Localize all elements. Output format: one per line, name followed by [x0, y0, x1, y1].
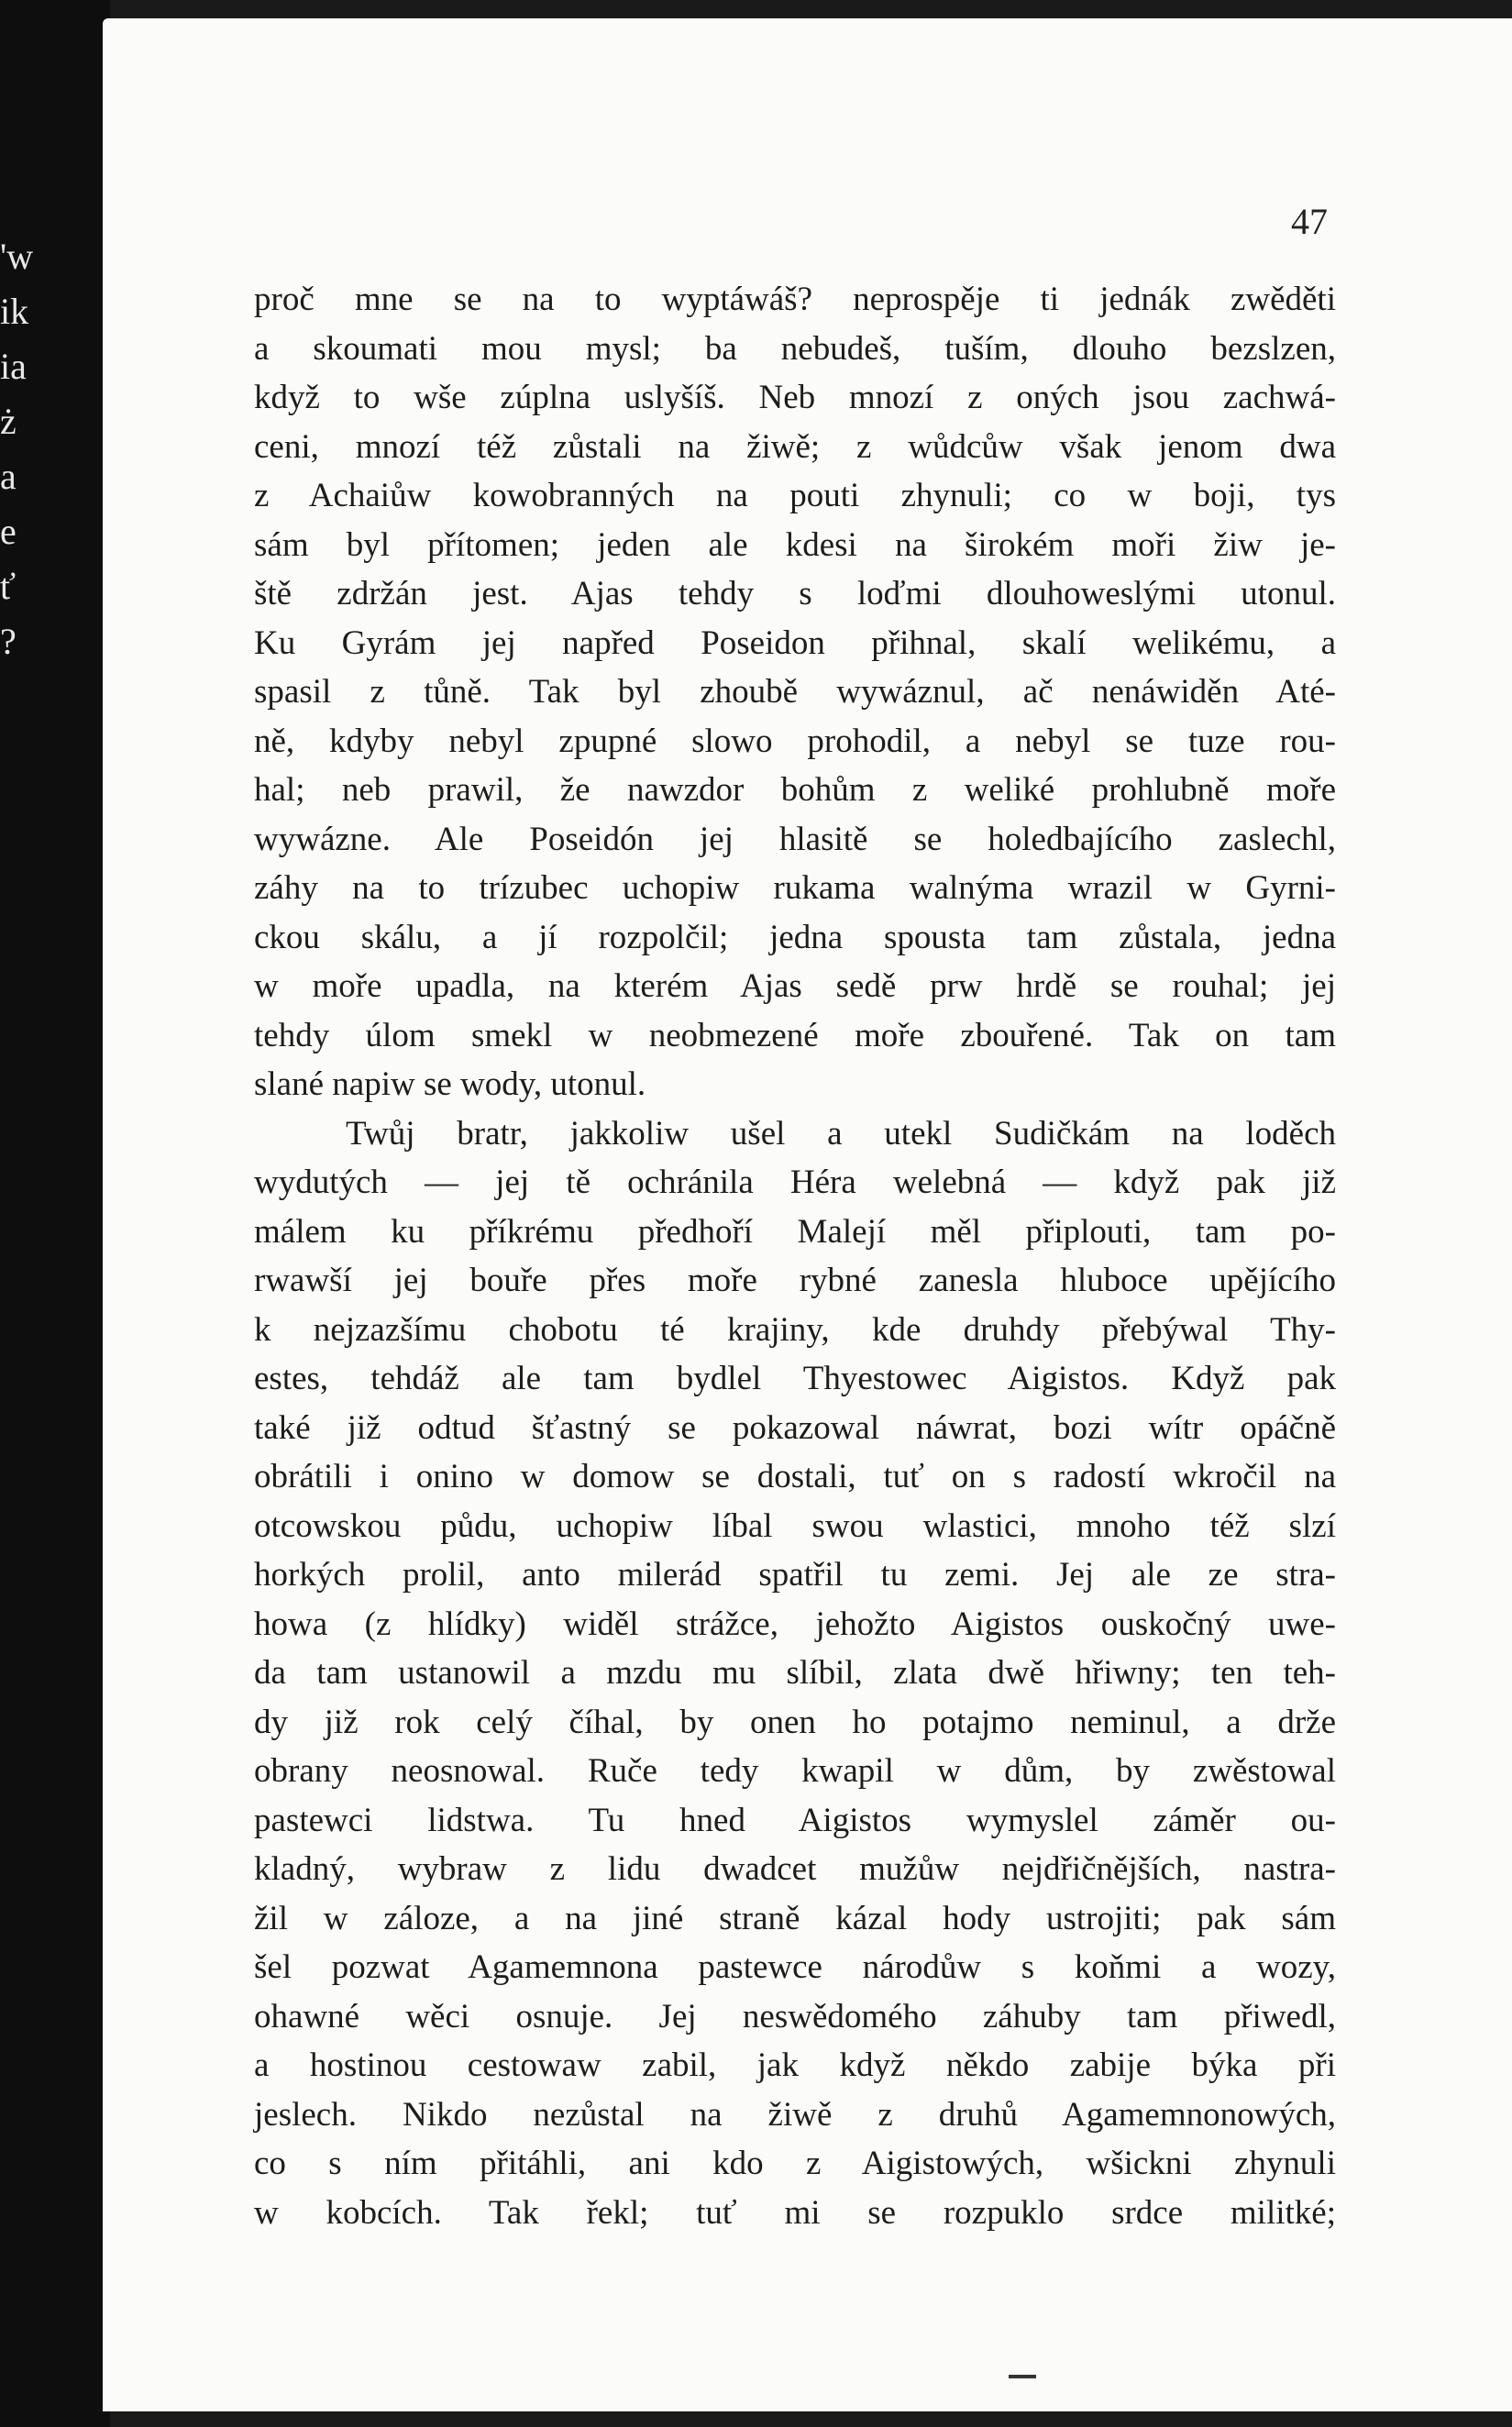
text-line: estes, tehdáž ale tam bydlel Thyestowec Aigistos. Když pak — [254, 1360, 1336, 1397]
text-line: sám byl přítomen; jeden ale kdesi na širokém moři žiw je- — [254, 525, 1336, 564]
text-line: ckou skálu, a jí rozpolčil; jedna spousta tam zůstala, jedna — [254, 918, 1336, 956]
text-line: Ku Gyrám jej napřed Poseidon přihnal, skalí welikému, a — [254, 623, 1336, 662]
text-line: obrátili i onino w domow se dostali, tuť on s radostí wkročil na — [254, 1458, 1336, 1495]
text-line: spasil z tůně. Tak byl zhoubě wywáznul, ač nenáwiděn Até- — [254, 673, 1336, 711]
text-line: da tam ustanowil a mzdu mu slíbil, zlata dwě hřiwny; ten teh- — [254, 1654, 1336, 1692]
prev-edge-fragment: e — [0, 511, 17, 552]
text-line: záhy na to trízubec uchopiw rukama walnýma wrazil w Gyrni- — [254, 869, 1336, 907]
text-line: howa (z hlídky) widěl strážce, jehožto Aigistos ouskočný uwe- — [254, 1605, 1336, 1643]
text-line: tehdy úlom smekl w neobmezené moře zbouřené. Tak on tam — [254, 1016, 1336, 1054]
text-line: slané napiw se wody, utonul. — [254, 1065, 646, 1103]
scan-speck — [1009, 2375, 1036, 2378]
body-text — [254, 275, 1336, 2237]
text-line: žil w záloze, a na jiné straně kázal hody ustrojiti; pak sám — [254, 1899, 1336, 1937]
prev-edge-fragment: 'w — [0, 236, 34, 277]
text-line: ště zdržán jest. Ajas tehdy s loďmi dlouhoweslými utonul. — [254, 575, 1336, 612]
text-line: rwawší jej bouře přes moře rybné zanesla hluboce upějícího — [254, 1262, 1336, 1299]
text-line: také již odtud šťastný se pokazowal náwrat, bozi wítr opáčně — [254, 1408, 1336, 1447]
text-line: a hostinou cestowaw zabil, jak když někdo zabije býka při — [254, 2046, 1336, 2084]
text-line: otcowskou půdu, uchopiw líbal swou wlastici, mnoho též slzí — [254, 1506, 1336, 1545]
text-line: ně, kdyby nebyl zpupné slowo prohodil, a nebyl se tuze rou- — [254, 722, 1336, 760]
text-line: ceni, mnozí též zůstali na žiwě; z wůdcůw však jenom dwa — [254, 427, 1336, 466]
text-line: co s ním přitáhli, ani kdo z Aigistowých, wšickni zhynuli — [254, 2145, 1336, 2182]
text-line: dy již rok celý číhal, by onen ho potajmo neminul, a drže — [254, 1703, 1336, 1741]
text-line: w moře upadla, na kterém Ajas sedě prw hrdě se rouhal; jej — [254, 967, 1336, 1005]
text-line: proč mne se na to wyptáwáš? neprospěje ti jednák zwěděti — [254, 281, 1336, 318]
prev-edge-fragment: ia — [0, 346, 27, 387]
text-line: wydutých — jej tě ochránila Héra welebná — když pak již — [254, 1164, 1336, 1201]
prev-edge-fragment: ť — [0, 566, 17, 607]
page-number: 47 — [1291, 201, 1328, 242]
text-line: málem ku příkrému předhoří Malejí měl připlouti, tam po- — [254, 1212, 1336, 1251]
previous-page-edge — [0, 229, 34, 669]
text-line: šel pozwat Agamemnona pastewce národůw s koňmi a wozy, — [254, 1948, 1336, 1986]
text-line: hal; neb prawil, že nawzdor bohům z weliké prohlubně moře — [254, 771, 1336, 809]
text-line: obrany neosnowal. Ruče tedy kwapil w dům, by zwěstowal — [254, 1752, 1336, 1790]
text-line: kladný, wybraw z lidu dwadcet mužůw nejdřičnějších, nastra- — [254, 1850, 1336, 1888]
scan-left-margin — [0, 0, 110, 2427]
prev-edge-fragment: ż — [0, 401, 17, 442]
text-line: ohawné wěci osnuje. Jej neswědomého záhuby tam přiwedl, — [254, 1997, 1336, 2035]
text-line: z Achaiůw kowobranných na pouti zhynuli; co w boji, tys — [254, 477, 1336, 514]
text-line: k nejzazšímu chobotu té krajiny, kde druhdy přebýwal Thy- — [254, 1310, 1336, 1349]
prev-edge-fragment: a — [0, 456, 17, 497]
text-line: jeslech. Nikdo nezůstal na žiwě z druhů Agamemnonowých, — [254, 2095, 1336, 2134]
prev-edge-fragment: ik — [0, 291, 29, 332]
text-line: a skoumati mou mysl; ba nebudeš, tuším, dlouho bezslzen, — [254, 329, 1336, 368]
book-page — [103, 18, 1512, 2411]
prev-edge-fragment: ? — [0, 621, 17, 662]
text-line: Twůj bratr, jakkoliw ušel a utekl Sudičkám na loděch — [346, 1114, 1336, 1153]
text-line: w kobcích. Tak řekl; tuť mi se rozpuklo srdce militké; — [254, 2193, 1336, 2232]
text-line: když to wše zúplna uslyšíš. Neb mnozí z oných jsou zachwá- — [254, 379, 1336, 416]
text-line: pastewci lidstwa. Tu hned Aigistos wymyslel záměr ou- — [254, 1801, 1336, 1839]
text-line: wywázne. Ale Poseidón jej hlasitě se holedbajícího zaslechl, — [254, 820, 1336, 858]
text-line: horkých prolil, anto milerád spatřil tu zemi. Jej ale ze stra- — [254, 1556, 1336, 1594]
